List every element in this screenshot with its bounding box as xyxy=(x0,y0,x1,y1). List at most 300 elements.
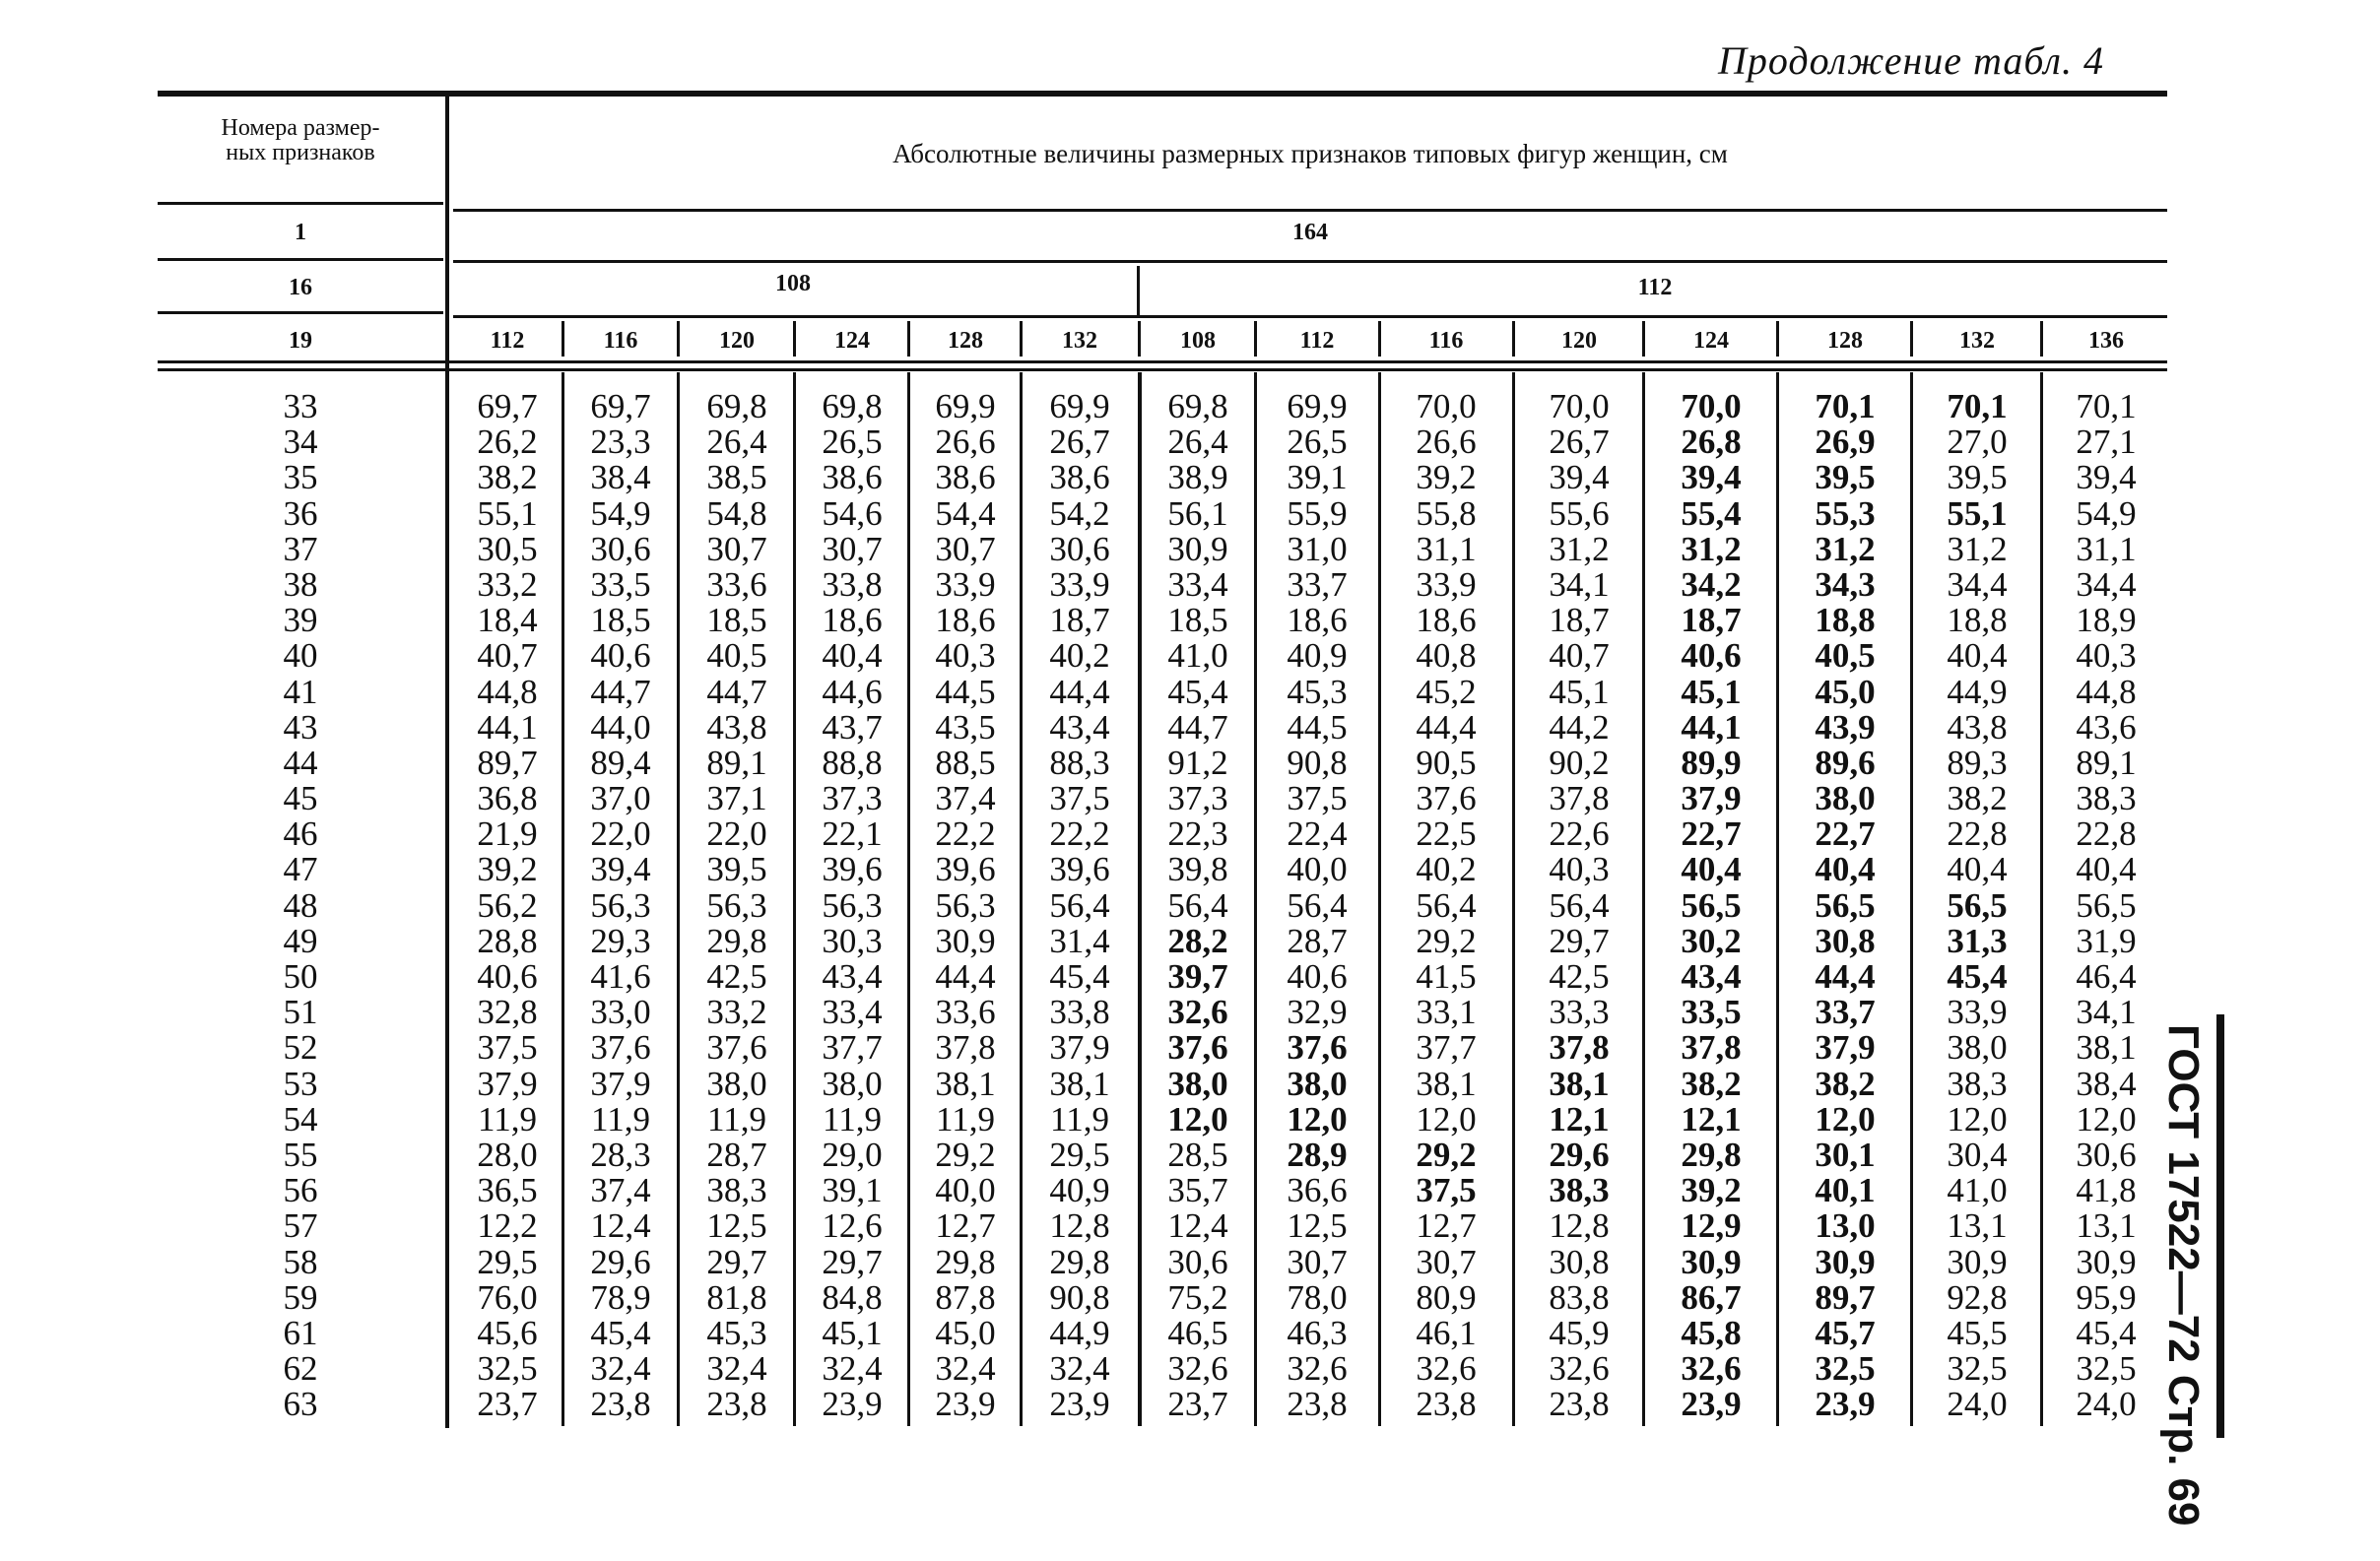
table-cell: 22,3 xyxy=(1167,814,1228,854)
table-cell: 69,7 xyxy=(477,387,538,425)
level3-col-header: 132 xyxy=(1062,328,1097,354)
table-cell: 45,0 xyxy=(1815,672,1876,711)
rule-row-label-2 xyxy=(158,258,443,261)
rule-double-bottom xyxy=(158,368,2167,371)
table-cell: 70,0 xyxy=(1416,387,1477,425)
row-number: 45 xyxy=(283,779,318,818)
table-cell: 12,8 xyxy=(1549,1206,1610,1246)
table-cell: 38,0 xyxy=(706,1064,767,1103)
table-cell: 18,5 xyxy=(590,601,651,640)
column-separator xyxy=(677,372,680,1426)
table-cell: 22,5 xyxy=(1416,814,1477,854)
table-cell: 56,4 xyxy=(1416,885,1477,925)
table-cell: 33,9 xyxy=(1416,564,1477,604)
table-cell: 28,2 xyxy=(1167,921,1228,960)
table-cell: 36,5 xyxy=(477,1171,538,1210)
table-cell: 32,6 xyxy=(1416,1349,1477,1389)
table-cell: 40,3 xyxy=(935,636,996,676)
data-column xyxy=(1517,389,1641,1422)
table-cell: 33,8 xyxy=(822,564,883,604)
table-cell: 43,4 xyxy=(1681,957,1742,996)
table-cell: 30,9 xyxy=(935,921,996,960)
table-cell: 30,7 xyxy=(935,529,996,568)
table-cell: 23,9 xyxy=(935,1385,996,1424)
table-cell: 45,4 xyxy=(1049,957,1110,996)
table-cell: 54,9 xyxy=(590,493,651,533)
table-cell: 43,9 xyxy=(1815,707,1876,747)
table-cell: 12,7 xyxy=(1416,1206,1477,1246)
table-cell: 34,4 xyxy=(1947,564,2008,604)
table-cell: 69,8 xyxy=(822,387,883,425)
table-cell: 39,1 xyxy=(822,1171,883,1210)
table-cell: 43,5 xyxy=(935,707,996,747)
row-number: 48 xyxy=(283,885,318,925)
table-cell: 45,4 xyxy=(1947,957,2008,996)
table-cell: 30,9 xyxy=(1947,1242,2008,1281)
table-cell: 37,7 xyxy=(1416,1028,1477,1068)
table-cell: 37,8 xyxy=(1549,1028,1610,1068)
table-cell: 28,9 xyxy=(1287,1135,1348,1174)
table-cell: 29,6 xyxy=(1549,1135,1610,1174)
level2-group-112: 112 xyxy=(1637,275,1673,300)
row-number: 58 xyxy=(283,1242,318,1281)
data-column xyxy=(1025,389,1135,1422)
table-cell: 89,1 xyxy=(706,743,767,782)
column-separator xyxy=(2040,372,2043,1426)
table-cell: 41,6 xyxy=(590,957,651,996)
data-column xyxy=(1647,389,1775,1422)
column-separator xyxy=(1254,372,1257,1426)
table-cell: 89,4 xyxy=(590,743,651,782)
table-cell: 44,9 xyxy=(1947,672,2008,711)
table-cell: 37,6 xyxy=(1287,1028,1348,1068)
table-cell: 38,1 xyxy=(1549,1064,1610,1103)
table-cell: 34,1 xyxy=(2076,993,2137,1032)
data-column xyxy=(2045,389,2167,1422)
table-cell: 30,7 xyxy=(822,529,883,568)
table-cell: 46,3 xyxy=(1287,1313,1348,1352)
table-cell: 37,0 xyxy=(590,779,651,818)
table-cell: 32,4 xyxy=(1049,1349,1110,1389)
table-cell: 40,6 xyxy=(1681,636,1742,676)
table-cell: 12,0 xyxy=(1287,1099,1348,1138)
table-cell: 18,8 xyxy=(1815,601,1876,640)
table-cell: 44,6 xyxy=(822,672,883,711)
table-cell: 38,1 xyxy=(1416,1064,1477,1103)
table-cell: 11,9 xyxy=(478,1099,537,1138)
data-column xyxy=(1383,389,1509,1422)
table-cell: 38,3 xyxy=(1947,1064,2008,1103)
table-cell: 39,5 xyxy=(706,850,767,889)
table-cell: 39,2 xyxy=(477,850,538,889)
data-column xyxy=(566,389,675,1422)
table-cell: 11,9 xyxy=(936,1099,995,1138)
table-cell: 44,2 xyxy=(1549,707,1610,747)
table-cell: 33,6 xyxy=(706,564,767,604)
table-cell: 39,1 xyxy=(1287,458,1348,497)
table-cell: 40,4 xyxy=(1681,850,1742,889)
table-cell: 32,4 xyxy=(935,1349,996,1389)
table-cell: 18,6 xyxy=(1416,601,1477,640)
row-number: 34 xyxy=(283,423,318,462)
table-cell: 56,2 xyxy=(477,885,538,925)
table-cell: 39,4 xyxy=(1549,458,1610,497)
table-cell: 23,3 xyxy=(590,423,651,462)
column-separator xyxy=(1020,372,1023,1426)
table-cell: 28,5 xyxy=(1167,1135,1228,1174)
table-cell: 39,5 xyxy=(1947,458,2008,497)
level3-col-header: 136 xyxy=(2088,328,2124,354)
table-cell: 12,5 xyxy=(1287,1206,1348,1246)
table-cell: 88,5 xyxy=(935,743,996,782)
table-cell: 80,9 xyxy=(1416,1277,1477,1317)
table-cell: 54,2 xyxy=(1049,493,1110,533)
table-cell: 12,6 xyxy=(822,1206,883,1246)
table-cell: 37,9 xyxy=(1049,1028,1110,1068)
table-cell: 22,2 xyxy=(1049,814,1110,854)
table-cell: 22,8 xyxy=(2076,814,2137,854)
table-cell: 29,7 xyxy=(706,1242,767,1281)
table-cell: 44,7 xyxy=(590,672,651,711)
table-cell: 56,3 xyxy=(590,885,651,925)
table-cell: 38,6 xyxy=(935,458,996,497)
table-cell: 40,8 xyxy=(1416,636,1477,676)
table-cell: 37,5 xyxy=(1416,1171,1477,1210)
table-cell: 12,2 xyxy=(477,1206,538,1246)
table-cell: 31,2 xyxy=(1549,529,1610,568)
rule-after-level1 xyxy=(453,260,2167,263)
row-number: 57 xyxy=(283,1206,318,1246)
table-cell: 33,8 xyxy=(1049,993,1110,1032)
table-cell: 41,5 xyxy=(1416,957,1477,996)
table-cell: 38,0 xyxy=(1815,779,1876,818)
table-cell: 56,4 xyxy=(1549,885,1610,925)
table-cell: 23,7 xyxy=(1167,1385,1228,1424)
level3-col-header: 116 xyxy=(1428,328,1464,354)
header-col-separator xyxy=(1512,321,1515,357)
table-cell: 55,4 xyxy=(1681,493,1742,533)
table-cell: 33,9 xyxy=(1049,564,1110,604)
table-cell: 18,5 xyxy=(1167,601,1228,640)
table-cell: 44,5 xyxy=(1287,707,1348,747)
table-cell: 12,0 xyxy=(1167,1099,1228,1138)
row-number: 51 xyxy=(283,993,318,1032)
table-cell: 43,7 xyxy=(822,707,883,747)
table-cell: 38,3 xyxy=(706,1171,767,1210)
level3-col-header: 132 xyxy=(1959,328,1995,354)
side-label: ГОСТ 17522—72 Стр. 69 xyxy=(2159,1024,2208,1527)
table-cell: 30,9 xyxy=(1167,529,1228,568)
table-cell: 34,2 xyxy=(1681,564,1742,604)
level3-col-header: 124 xyxy=(1693,328,1729,354)
table-cell: 29,8 xyxy=(1049,1242,1110,1281)
table-cell: 45,6 xyxy=(477,1313,538,1352)
table-cell: 18,7 xyxy=(1049,601,1110,640)
data-column xyxy=(1915,389,2039,1422)
table-cell: 12,1 xyxy=(1681,1099,1742,1138)
table-cell: 37,9 xyxy=(1815,1028,1876,1068)
table-cell: 30,9 xyxy=(1681,1242,1742,1281)
table-cell: 41,0 xyxy=(1947,1171,2008,1210)
table-cell: 26,7 xyxy=(1549,423,1610,462)
rule-after-title xyxy=(453,209,2167,212)
table-cell: 40,2 xyxy=(1416,850,1477,889)
table-cell: 23,9 xyxy=(822,1385,883,1424)
table-cell: 30,8 xyxy=(1815,921,1876,960)
row-label-separator xyxy=(445,94,449,1428)
table-cell: 37,6 xyxy=(590,1028,651,1068)
table-cell: 39,6 xyxy=(935,850,996,889)
table-cell: 31,9 xyxy=(2076,921,2137,960)
table-cell: 56,1 xyxy=(1167,493,1228,533)
table-cell: 23,8 xyxy=(1416,1385,1477,1424)
table-cell: 37,4 xyxy=(590,1171,651,1210)
table-cell: 56,4 xyxy=(1287,885,1348,925)
table-cell: 56,4 xyxy=(1049,885,1110,925)
table-cell: 11,9 xyxy=(591,1099,650,1138)
table-cell: 89,1 xyxy=(2076,743,2137,782)
table-cell: 32,9 xyxy=(1287,993,1348,1032)
table-cell: 37,8 xyxy=(1549,779,1610,818)
table-cell: 86,7 xyxy=(1681,1277,1742,1317)
header-col-separator xyxy=(1020,321,1023,357)
table-cell: 26,9 xyxy=(1815,423,1876,462)
level1-value: 164 xyxy=(1292,220,1328,245)
header-col-separator xyxy=(1254,321,1257,357)
table-cell: 30,5 xyxy=(477,529,538,568)
table-cell: 28,3 xyxy=(590,1135,651,1174)
table-cell: 91,2 xyxy=(1167,743,1228,782)
table-cell: 32,5 xyxy=(1947,1349,2008,1389)
table-cell: 90,8 xyxy=(1049,1277,1110,1317)
table-cell: 70,0 xyxy=(1681,387,1742,425)
table-cell: 39,2 xyxy=(1416,458,1477,497)
table-cell: 38,2 xyxy=(477,458,538,497)
table-cell: 31,2 xyxy=(1947,529,2008,568)
table-cell: 40,7 xyxy=(1549,636,1610,676)
table-cell: 24,0 xyxy=(2076,1385,2137,1424)
table-cell: 26,2 xyxy=(477,423,538,462)
table-cell: 34,3 xyxy=(1815,564,1876,604)
table-cell: 43,6 xyxy=(2076,707,2137,747)
table-cell: 28,8 xyxy=(477,921,538,960)
column-separator xyxy=(793,372,796,1426)
table-cell: 40,6 xyxy=(477,957,538,996)
table-cell: 29,2 xyxy=(935,1135,996,1174)
table-cell: 90,8 xyxy=(1287,743,1348,782)
table-cell: 40,5 xyxy=(1815,636,1876,676)
table-cell: 33,4 xyxy=(822,993,883,1032)
table-cell: 40,0 xyxy=(1287,850,1348,889)
table-cell: 33,9 xyxy=(1947,993,2008,1032)
table-cell: 30,4 xyxy=(1947,1135,2008,1174)
table-cell: 22,4 xyxy=(1287,814,1348,854)
table-cell: 39,6 xyxy=(1049,850,1110,889)
table-cell: 69,9 xyxy=(1287,387,1348,425)
table-cell: 31,2 xyxy=(1815,529,1876,568)
data-column xyxy=(682,389,792,1422)
row-number: 54 xyxy=(283,1099,318,1138)
row-numbers-column xyxy=(158,389,443,1422)
column-separator xyxy=(1378,372,1381,1426)
row-number: 40 xyxy=(283,636,318,676)
table-cell: 54,8 xyxy=(706,493,767,533)
table-cell: 44,8 xyxy=(2076,672,2137,711)
table-cell: 44,7 xyxy=(706,672,767,711)
table-cell: 32,4 xyxy=(590,1349,651,1389)
table-cell: 38,0 xyxy=(1947,1028,2008,1068)
table-cell: 22,1 xyxy=(822,814,883,854)
table-cell: 30,7 xyxy=(1416,1242,1477,1281)
table-cell: 38,3 xyxy=(2076,779,2137,818)
table-cell: 44,4 xyxy=(1049,672,1110,711)
table-cell: 38,4 xyxy=(2076,1064,2137,1103)
table-cell: 45,3 xyxy=(706,1313,767,1352)
table-cell: 23,8 xyxy=(590,1385,651,1424)
table-cell: 39,4 xyxy=(590,850,651,889)
table-cell: 89,7 xyxy=(1815,1277,1876,1317)
table-cell: 87,8 xyxy=(935,1277,996,1317)
table-cell: 33,9 xyxy=(935,564,996,604)
table-cell: 40,0 xyxy=(935,1171,996,1210)
table-cell: 56,5 xyxy=(2076,885,2137,925)
table-cell: 29,5 xyxy=(1049,1135,1110,1174)
table-cell: 28,7 xyxy=(1287,921,1348,960)
table-cell: 29,7 xyxy=(822,1242,883,1281)
continuation-caption: Продолжение табл. 4 xyxy=(1717,38,2104,83)
table-cell: 38,2 xyxy=(1815,1064,1876,1103)
table-cell: 21,9 xyxy=(477,814,538,854)
table-cell: 40,5 xyxy=(706,636,767,676)
table-cell: 95,9 xyxy=(2076,1277,2137,1317)
row-number: 46 xyxy=(283,814,318,854)
table-cell: 40,4 xyxy=(822,636,883,676)
table-cell: 44,9 xyxy=(1049,1313,1110,1352)
table-cell: 39,4 xyxy=(2076,458,2137,497)
table-cell: 69,8 xyxy=(706,387,767,425)
table-cell: 30,7 xyxy=(1287,1242,1348,1281)
data-column xyxy=(453,389,562,1422)
row-number: 43 xyxy=(283,707,318,747)
table-cell: 38,1 xyxy=(1049,1064,1110,1103)
table-cell: 38,9 xyxy=(1167,458,1228,497)
table-cell: 23,8 xyxy=(1287,1385,1348,1424)
table-cell: 24,0 xyxy=(1947,1385,2008,1424)
table-cell: 44,5 xyxy=(935,672,996,711)
table-cell: 88,3 xyxy=(1049,743,1110,782)
table-cell: 55,9 xyxy=(1287,493,1348,533)
row-number: 49 xyxy=(283,921,318,960)
table-cell: 40,6 xyxy=(1287,957,1348,996)
table-cell: 26,5 xyxy=(822,423,883,462)
table-cell: 12,8 xyxy=(1049,1206,1110,1246)
table-cell: 90,2 xyxy=(1549,743,1610,782)
table-cell: 45,1 xyxy=(822,1313,883,1352)
table-cell: 56,5 xyxy=(1947,885,2008,925)
table-cell: 55,3 xyxy=(1815,493,1876,533)
table-cell: 33,1 xyxy=(1416,993,1477,1032)
table-cell: 39,5 xyxy=(1815,458,1876,497)
table-cell: 45,7 xyxy=(1815,1313,1876,1352)
table-cell: 27,0 xyxy=(1947,423,2008,462)
table-cell: 33,6 xyxy=(935,993,996,1032)
table-cell: 89,9 xyxy=(1681,743,1742,782)
table-cell: 37,3 xyxy=(1167,779,1228,818)
table-cell: 18,8 xyxy=(1947,601,2008,640)
table-cell: 29,0 xyxy=(822,1135,883,1174)
table-cell: 43,8 xyxy=(706,707,767,747)
table-cell: 26,5 xyxy=(1287,423,1348,462)
table-cell: 56,3 xyxy=(935,885,996,925)
table-cell: 56,3 xyxy=(706,885,767,925)
table-cell: 32,6 xyxy=(1167,1349,1228,1389)
table-cell: 37,5 xyxy=(1287,779,1348,818)
table-cell: 55,1 xyxy=(477,493,538,533)
table-cell: 26,4 xyxy=(706,423,767,462)
level3-col-header: 108 xyxy=(1180,328,1216,354)
table-cell: 89,3 xyxy=(1947,743,2008,782)
table-cell: 32,4 xyxy=(822,1349,883,1389)
table-cell: 27,1 xyxy=(2076,423,2137,462)
table-cell: 76,0 xyxy=(477,1277,538,1317)
table-cell: 32,6 xyxy=(1549,1349,1610,1389)
table-cell: 29,2 xyxy=(1416,1135,1477,1174)
table-cell: 88,8 xyxy=(822,743,883,782)
table-cell: 29,2 xyxy=(1416,921,1477,960)
table-cell: 30,7 xyxy=(706,529,767,568)
table-cell: 69,9 xyxy=(1049,387,1110,425)
table-cell: 31,0 xyxy=(1287,529,1348,568)
table-cell: 78,9 xyxy=(590,1277,651,1317)
table-cell: 30,8 xyxy=(1549,1242,1610,1281)
table-cell: 22,0 xyxy=(706,814,767,854)
table-cell: 29,8 xyxy=(1681,1135,1742,1174)
table-cell: 13,1 xyxy=(1947,1206,2008,1246)
table-cell: 29,6 xyxy=(590,1242,651,1281)
table-cell: 22,7 xyxy=(1815,814,1876,854)
header-col-separator xyxy=(1776,321,1779,357)
table-cell: 32,5 xyxy=(2076,1349,2137,1389)
table-cell: 23,8 xyxy=(1549,1385,1610,1424)
table-cell: 12,5 xyxy=(706,1206,767,1246)
row-number: 39 xyxy=(283,601,318,640)
header-col-separator xyxy=(562,321,564,357)
table-cell: 70,1 xyxy=(1815,387,1876,425)
table-cell: 32,5 xyxy=(1815,1349,1876,1389)
table-cell: 12,9 xyxy=(1681,1206,1742,1246)
row-number: 35 xyxy=(283,458,318,497)
table-cell: 39,2 xyxy=(1681,1171,1742,1210)
table-cell: 33,5 xyxy=(590,564,651,604)
table-cell: 30,6 xyxy=(590,529,651,568)
table-cell: 37,9 xyxy=(590,1064,651,1103)
table-cell: 40,4 xyxy=(1947,636,2008,676)
table-cell: 28,7 xyxy=(706,1135,767,1174)
table-cell: 33,0 xyxy=(590,993,651,1032)
table-cell: 45,1 xyxy=(1549,672,1610,711)
table-cell: 44,4 xyxy=(1815,957,1876,996)
table-cell: 33,3 xyxy=(1549,993,1610,1032)
table-cell: 29,3 xyxy=(590,921,651,960)
table-cell: 30,1 xyxy=(1815,1135,1876,1174)
table-cell: 12,4 xyxy=(1167,1206,1228,1246)
table-cell: 37,4 xyxy=(935,779,996,818)
table-cell: 38,0 xyxy=(822,1064,883,1103)
table-cell: 44,4 xyxy=(935,957,996,996)
table-cell: 55,6 xyxy=(1549,493,1610,533)
table-cell: 38,2 xyxy=(1681,1064,1742,1103)
table-cell: 23,9 xyxy=(1815,1385,1876,1424)
